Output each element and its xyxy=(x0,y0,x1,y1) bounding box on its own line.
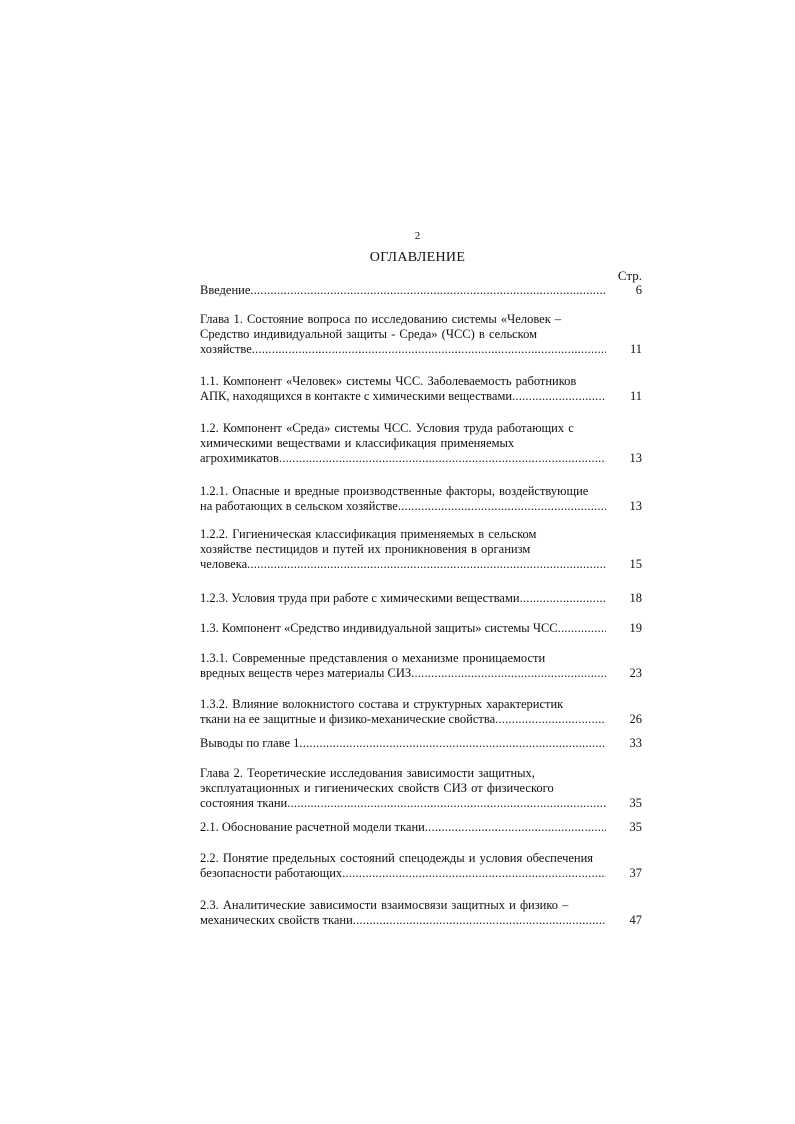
toc-entry xyxy=(200,527,642,573)
entry-text: хозяйстве xyxy=(200,342,252,357)
toc-entry xyxy=(200,651,642,681)
toc-entry xyxy=(200,621,642,636)
toc-entry xyxy=(200,736,642,751)
entry-page: 47 xyxy=(629,913,642,928)
entry-text: 1.3. Компонент «Средство индивидуальной защиты» системы ЧСС xyxy=(200,621,558,635)
leader-dots xyxy=(558,621,606,636)
entry-text: безопасности работающих xyxy=(200,866,343,881)
toc-title: ОГЛАВЛЕНИЕ xyxy=(369,250,466,265)
entry-line: 1.2.1. Опасные и вредные производственные факторы, воздействующие xyxy=(200,484,589,498)
leader-dots xyxy=(512,389,606,404)
toc-entry xyxy=(200,820,642,835)
entry-line: 1.1. Компонент «Человек» системы ЧСС. Заболеваемость работников xyxy=(200,374,577,388)
entry-page: 11 xyxy=(629,389,642,404)
entry-text: вредных веществ через материалы СИЗ xyxy=(200,666,412,681)
leader-dots xyxy=(287,796,606,811)
entry-line: 1.3.2. Влияние волокнистого состава и структурных характеристик xyxy=(200,697,564,711)
entry-text: 2.1. Обоснование расчетной модели ткани xyxy=(200,820,425,834)
entry-page: 13 xyxy=(629,451,642,466)
entry-line: хозяйстве пестицидов и путей их проникновения в организм xyxy=(200,542,531,557)
toc-entry xyxy=(200,374,642,404)
entry-page: 6 xyxy=(635,283,642,297)
entry-line: Средство индивидуальной защиты - Среда» (ЧСС) в сельском xyxy=(200,327,538,342)
leader-dots xyxy=(342,866,606,881)
leader-dots xyxy=(247,557,606,572)
entry-text: механических свойств ткани xyxy=(200,913,353,928)
entry-page: 23 xyxy=(629,666,642,681)
entry-page: 19 xyxy=(629,621,642,635)
entry-line: 1.2. Компонент «Среда» системы ЧСС. Условия труда работающих с xyxy=(200,421,574,435)
entry-text: на работающих в сельском хозяйстве xyxy=(200,499,398,514)
leader-dots xyxy=(398,499,606,514)
entry-text: АПК, находящихся в контакте с химическими веществами xyxy=(200,389,513,404)
toc-entry xyxy=(200,697,642,727)
leader-dots xyxy=(252,342,606,357)
toc-entry xyxy=(200,766,642,812)
page-number: 2 xyxy=(414,230,421,242)
entry-text: агрохимикатов xyxy=(200,451,279,466)
entry-text: 1.2.3. Условия труда при работе с химическими веществами xyxy=(200,591,520,605)
toc-entry xyxy=(200,421,642,467)
entry-line: 2.3. Аналитические зависимости взаимосвязи защитных и физико – xyxy=(200,898,569,912)
toc-entry xyxy=(200,312,642,358)
toc-entry xyxy=(200,898,642,928)
entry-page: 11 xyxy=(629,342,642,357)
entry-line: Глава 1. Состояние вопроса по исследованию системы «Человек – xyxy=(200,312,562,326)
entry-page: 26 xyxy=(629,712,642,727)
entry-text: человека xyxy=(200,557,248,572)
entry-text: Выводы по главе 1 xyxy=(200,736,300,750)
entry-page: 37 xyxy=(629,866,642,881)
leader-dots xyxy=(520,591,606,606)
entry-line: 2.2. Понятие предельных состояний спецодежды и условия обеспечения xyxy=(200,851,594,865)
toc-entry xyxy=(200,283,642,298)
toc-entry xyxy=(200,851,642,881)
leader-dots xyxy=(495,712,606,727)
leader-dots xyxy=(279,451,606,466)
leader-dots xyxy=(250,283,606,298)
leader-dots xyxy=(425,820,606,835)
entry-page: 18 xyxy=(629,591,642,605)
entry-text: Введение xyxy=(200,283,251,297)
entry-line: эксплуатационных и гигиенических свойств СИЗ от физического xyxy=(200,781,554,796)
leader-dots xyxy=(299,736,606,751)
leader-dots xyxy=(411,666,606,681)
entry-page: 35 xyxy=(629,820,642,834)
entry-page: 15 xyxy=(629,557,642,572)
entry-text: ткани на ее защитные и физико-механические свойства xyxy=(200,712,496,727)
entry-page: 33 xyxy=(629,736,642,750)
entry-line: химическими веществами и классификация применяемых xyxy=(200,436,515,451)
entry-line: 1.3.1. Современные представления о механизме проницаемости xyxy=(200,651,546,665)
page-column-header: Стр. xyxy=(617,268,642,283)
toc-entry xyxy=(200,484,642,514)
entry-line: Глава 2. Теоретические исследования зависимости защитных, xyxy=(200,766,535,780)
entry-page: 13 xyxy=(629,499,642,514)
leader-dots xyxy=(353,913,606,928)
entry-text: состояния ткани xyxy=(200,796,288,811)
toc-entry xyxy=(200,591,642,606)
entry-line: 1.2.2. Гигиеническая классификация применяемых в сельском xyxy=(200,527,537,541)
entry-page: 35 xyxy=(629,796,642,811)
